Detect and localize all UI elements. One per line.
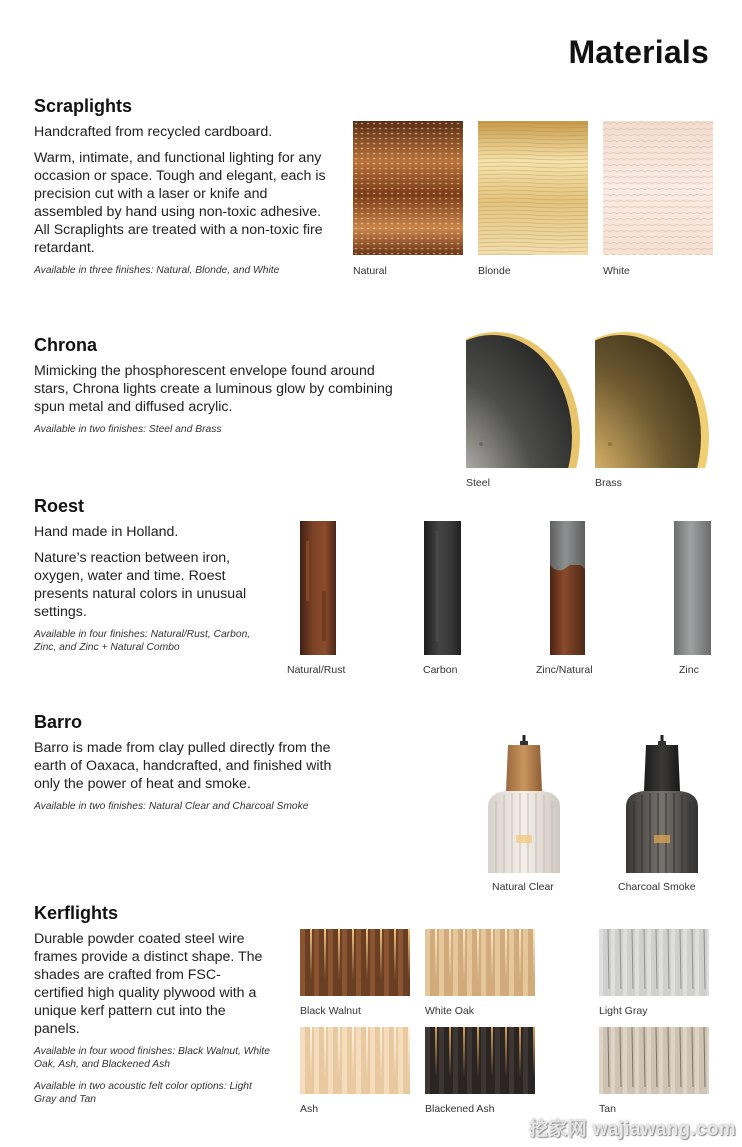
swatch-blonde-cardboard: [478, 121, 588, 255]
caption-natural-clear: Natural Clear: [492, 881, 554, 893]
caption-charcoal-smoke: Charcoal Smoke: [618, 881, 696, 893]
chrona-note: Available in two finishes: Steel and Brass: [34, 424, 222, 435]
roest-note: Available in four finishes: Natural/Rust, Carbon, Zinc, and Zinc + Natural Combo: [34, 629, 251, 653]
caption-tan: Tan: [599, 1103, 616, 1115]
swatch-natural-clear-pendant: [476, 735, 572, 873]
swatch-carbon-tube: [424, 521, 461, 655]
page-title: Materials: [568, 34, 709, 70]
caption-carbon: Carbon: [423, 664, 458, 676]
caption-natural-rust: Natural/Rust: [287, 664, 346, 676]
swatch-white-oak: [425, 929, 535, 996]
swatch-white-cardboard: [603, 121, 713, 255]
swatch-blackened-ash: [425, 1027, 535, 1094]
caption-brass: Brass: [595, 477, 622, 489]
caption-steel: Steel: [466, 477, 490, 489]
kerflights-note-felt: Available in two acoustic felt color options: Light Gray and Tan: [34, 1081, 252, 1105]
swatch-natural-rust-tube: [300, 521, 336, 655]
caption-blonde: Blonde: [478, 265, 511, 277]
swatch-charcoal-smoke-pendant: [614, 735, 710, 873]
swatch-natural-cardboard: [353, 121, 463, 255]
caption-natural: Natural: [353, 265, 387, 277]
caption-black-walnut: Black Walnut: [300, 1005, 361, 1017]
scraplights-title: Scraplights: [34, 96, 133, 116]
barro-note: Available in two finishes: Natural Clear and Charcoal Smoke: [34, 801, 309, 812]
swatch-zinc-tube: [674, 521, 711, 655]
caption-white: White: [603, 265, 630, 277]
kerflights-note-wood: Available in four wood finishes: Black Walnut, White Oak, Ash, and Blackened Ash: [34, 1046, 270, 1070]
swatch-steel-disc: [466, 331, 580, 468]
chrona-title: Chrona: [34, 335, 97, 355]
swatch-light-gray-felt: [599, 929, 709, 996]
swatch-brass-disc: [595, 331, 709, 468]
barro-description: Barro is made from clay pulled directly from the earth of Oaxaca, handcrafted, and finished with only the power of heat and smoke.: [34, 740, 332, 792]
swatch-zinc-natural-tube: [550, 521, 585, 655]
caption-ash: Ash: [300, 1103, 319, 1115]
barro-title: Barro: [34, 712, 83, 732]
swatch-black-walnut: [300, 929, 410, 996]
swatch-ash: [300, 1027, 410, 1094]
roest-title: Roest: [34, 496, 85, 516]
roest-description: Nature’s reaction between iron, oxygen, water and time. Roest presents natural colors in unusual settings.: [34, 550, 247, 620]
roest-lead: Hand made in Holland.: [34, 524, 179, 540]
watermark-text: 挖家网 wajiawang.com: [529, 1119, 736, 1140]
kerflights-description: Durable powder coated steel wire frames provide a distinct shape. The shades are crafted from FSC-certified high quality plywood with a unique kerf pattern cut into the panels.: [34, 931, 263, 1037]
caption-white-oak: White Oak: [425, 1005, 475, 1017]
scraplights-description: Warm, intimate, and functional lighting for any occasion or space. Tough and elegant, each is precision cut with a laser or knife and assembled by hand using non-toxic adhesive. All Scraplights are treated with a non-toxic fire retardant.: [34, 150, 326, 256]
scraplights-lead: Handcrafted from recycled cardboard.: [34, 124, 273, 140]
caption-light-gray: Light Gray: [599, 1005, 648, 1017]
caption-blackened-ash: Blackened Ash: [425, 1103, 495, 1115]
kerflights-title: Kerflights: [34, 903, 119, 923]
swatch-tan-felt: [599, 1027, 709, 1094]
caption-zinc-natural: Zinc/Natural: [536, 664, 593, 676]
scraplights-note: Available in three finishes: Natural, Blonde, and White: [34, 265, 280, 276]
chrona-description: Mimicking the phosphorescent envelope found around stars, Chrona lights create a luminous glow by combining spun metal and diffused acrylic.: [34, 363, 393, 415]
caption-zinc: Zinc: [679, 664, 699, 676]
